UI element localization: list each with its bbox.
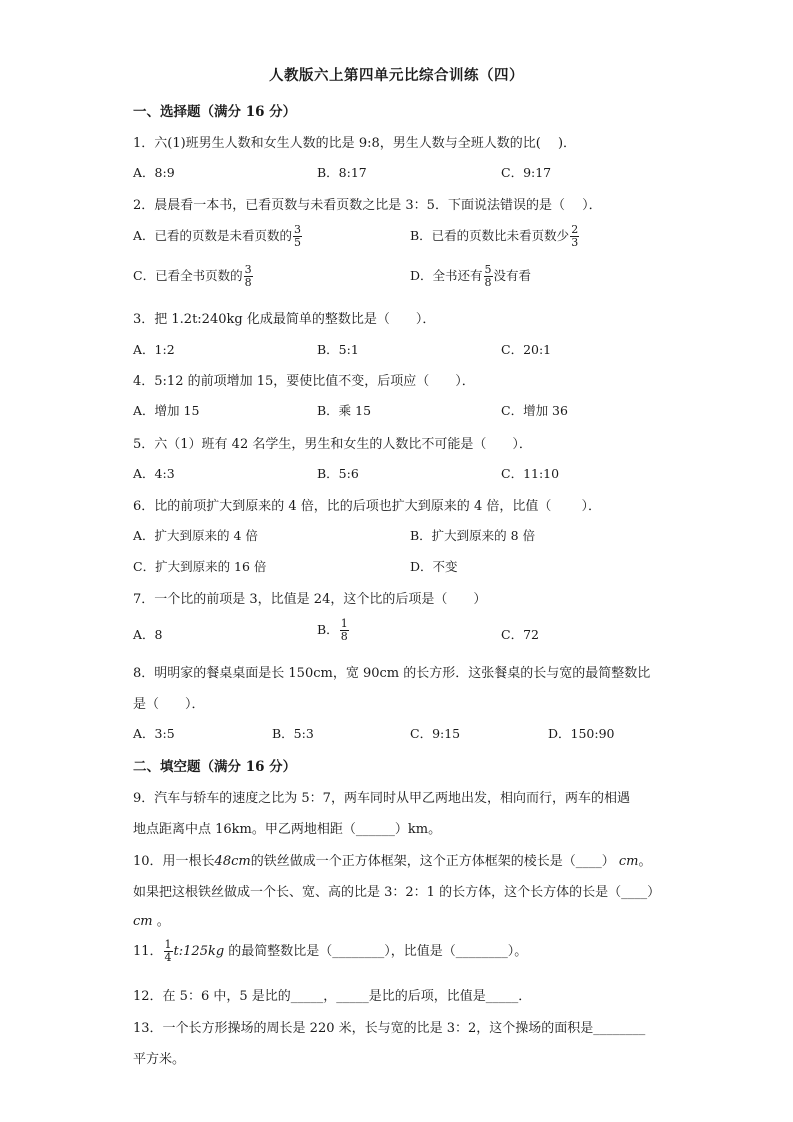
question-13-line-2: 平方米。 [133, 1052, 186, 1067]
question-1: 1．六(1)班男生人数和女生人数的比是 9:8，男生人数与全班人数的比( )． [133, 136, 577, 151]
question-6: 6．比的前项扩大到原来的 4 倍，比的后项也扩大到原来的 4 倍，比值（ ）． [133, 499, 601, 514]
question-5: 5．六（1）班有 42 名学生，男生和女生的人数比不可能是（ ）． [133, 437, 532, 452]
question-12: 12．在 5：6 中，5 是比的_____，_____是比的后项，比值是_____． [133, 989, 532, 1004]
q7-option-c: C．72 [501, 627, 539, 642]
q2-option-a: A．已看的页数是未看页数的 $\frac{3}{5}$ [133, 223, 302, 249]
question-9-line-1: 9．汽车与轿车的速度之比为 5：7，两车同时从甲乙两地出发，相向而行，两车的相遇 [133, 791, 630, 806]
q4-option-a: A．增加 15 [133, 403, 200, 418]
q3-option-b: B．5:1 [317, 342, 359, 357]
q4-option-c: C．增加 36 [501, 403, 568, 418]
q8-option-c: C．9:15 [410, 726, 461, 741]
q8-option-a: A．3:5 [133, 726, 175, 741]
q2-option-c: C．已看全书页数的 $\frac{3}{8}$ [133, 263, 252, 289]
q1-option-a: A．8:9 [133, 165, 175, 180]
q3-option-a: A．1:2 [133, 342, 175, 357]
q6-option-a: A．扩大到原来的 4 倍 [133, 528, 258, 543]
page-title: 人教版六上第四单元比综合训练（四） [269, 67, 524, 84]
fraction: $\frac{1}{8}$ [340, 617, 348, 643]
question-8-line-2: 是（ ）． [133, 697, 205, 712]
q2-option-b: B．已看的页数比未看页数少 $\frac{2}{3}$ [410, 223, 579, 249]
q7-option-b: B． $\frac{1}{8}$ [317, 617, 348, 643]
question-8-line-1: 8．明明家的餐桌桌面是长 150cm，宽 90cm 的长方形．这张餐桌的长与宽的最简整数比 [133, 666, 651, 681]
q5-option-a: A．4:3 [133, 466, 175, 481]
question-10-line-2: 如果把这根铁丝做成一个长、宽、高的比是 3：2：1 的长方体，这个长方体的长是（____） [133, 885, 661, 900]
q3-option-c: C．20:1 [501, 342, 552, 357]
section-heading-fill: 二、填空题（满分 16 分） [133, 759, 297, 775]
q4-option-b: B．乘 15 [317, 403, 372, 418]
question-7: 7．一个比的前项是 3，比值是 24，这个比的后项是（ ） [133, 592, 487, 607]
fraction: $\frac{2}{3}$ [571, 223, 579, 249]
q1-option-b: B．8:17 [317, 165, 367, 180]
q7-option-a: A．8 [133, 627, 163, 642]
question-10-line-1: 10．用一根长48cm的铁丝做成一个正方体框架，这个正方体框架的棱长是（____） cm。 [133, 854, 652, 869]
question-13-line-1: 13．一个长方形操场的周长是 220 米，长与宽的比是 3：2，这个操场的面积是________ [133, 1021, 646, 1036]
q6-option-b: B．扩大到原来的 8 倍 [410, 528, 536, 543]
q5-option-b: B．5:6 [317, 466, 359, 481]
q6-option-c: C．扩大到原来的 16 倍 [133, 559, 267, 574]
q5-option-c: C．11:10 [501, 466, 560, 481]
section-heading-choice: 一、选择题（满分 16 分） [133, 104, 297, 120]
fraction: $\frac{3}{5}$ [294, 223, 302, 249]
question-11: 11． $\frac{1}{4}$ t:125kg 的最简整数比是（________），比值是（________）。 [133, 938, 528, 964]
q2-option-d: D．全书还有 $\frac{5}{8}$ 没有看 [410, 263, 532, 289]
question-4: 4．5:12 的前项增加 15，要使比值不变，后项应（ ）． [133, 374, 475, 389]
question-2: 2．晨晨看一本书，已看页数与未看页数之比是 3：5．下面说法错误的是（ ）． [133, 198, 602, 213]
fraction: $\frac{1}{4}$ [164, 938, 172, 964]
q8-option-b: B．5:3 [272, 726, 314, 741]
question-3: 3．把 1.2t:240kg 化成最简单的整数比是（ ）． [133, 312, 436, 327]
question-10-line-3: cm 。 [133, 914, 170, 929]
fraction: $\frac{3}{8}$ [244, 263, 252, 289]
q1-option-c: C．9:17 [501, 165, 552, 180]
q6-option-d: D．不变 [410, 559, 458, 574]
q8-option-d: D．150:90 [548, 726, 615, 741]
question-9-line-2: 地点距离中点 16km。甲乙两地相距（______）km。 [133, 822, 442, 837]
fraction: $\frac{5}{8}$ [484, 263, 492, 289]
